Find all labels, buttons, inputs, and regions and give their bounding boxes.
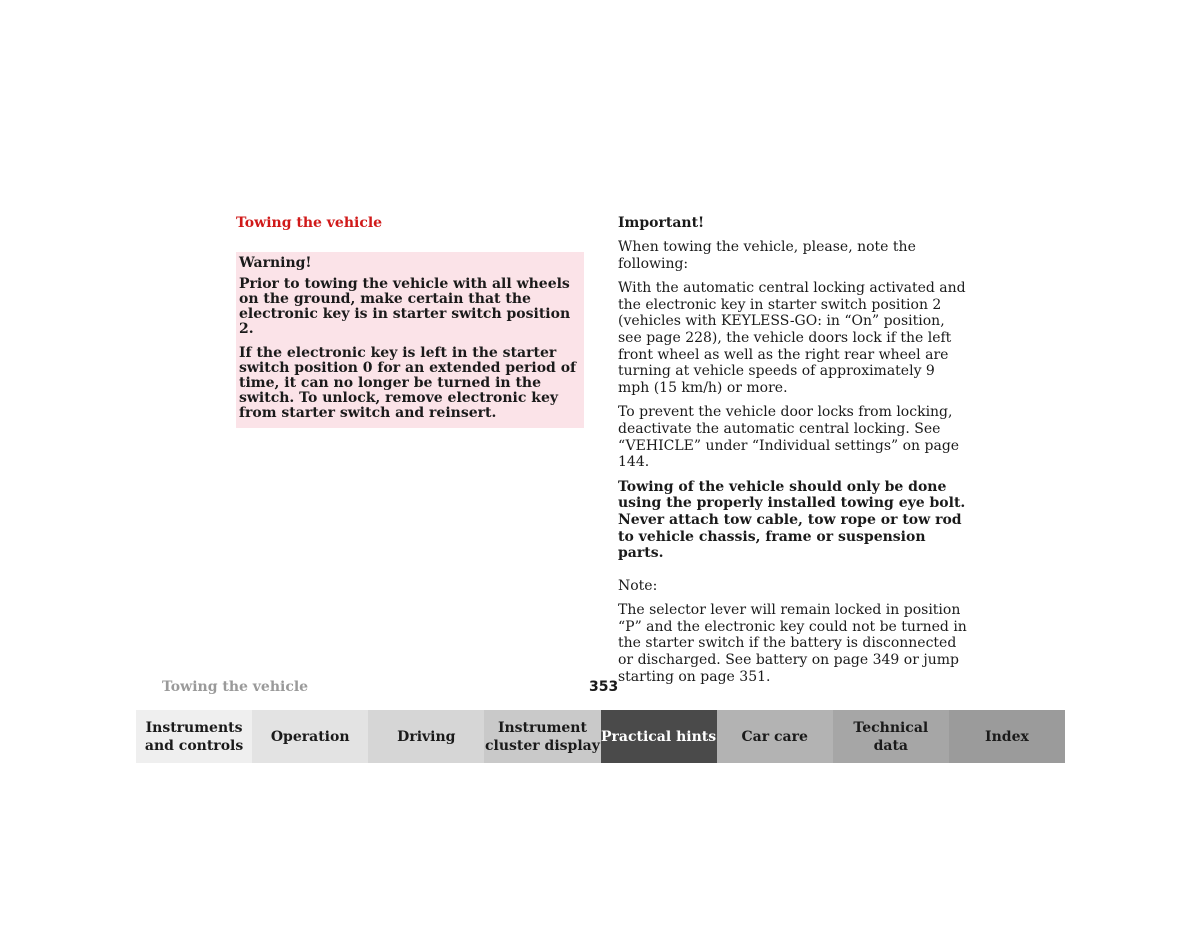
- tab-index[interactable]: Index: [949, 710, 1065, 763]
- prevent-locking-paragraph: To prevent the vehicle door locks from locking, deactivate the automatic central locking. See “VEHICLE” under “Individual settings” on page 144.: [618, 404, 960, 471]
- towing-eye-bolt-paragraph: Towing of the vehicle should only be done using the properly installed towing eye bolt. Never attach tow cable, tow rope or tow rod to vehicle chassis, frame or suspension parts.: [618, 478, 966, 562]
- warning-title: Warning!: [239, 255, 312, 271]
- tab-practical-hints[interactable]: Practical hints: [601, 710, 717, 763]
- left-column: [236, 214, 584, 428]
- warning-paragraph: Prior to towing the vehicle with all wheels on the ground, make certain that the electronic key is in starter switch position 2.: [239, 276, 571, 337]
- warning-box: [236, 252, 584, 428]
- warning-paragraph: If the electronic key is left in the starter switch position 0 for an extended period of time, it can no longer be turned in the switch. To unlock, remove electronic key from starter switch and reinsert.: [239, 345, 577, 421]
- tab-operation[interactable]: Operation: [252, 710, 368, 763]
- note-text: The selector lever will remain locked in position “P” and the electronic key could not be turned in the starter switch if the battery is disconnected or discharged. See battery on page 349 or jump starting on page 351.: [618, 602, 967, 685]
- tab-instrument-cluster-display[interactable]: Instrument cluster display: [484, 710, 600, 763]
- footer-section-title: Towing the vehicle: [162, 679, 309, 695]
- central-locking-paragraph: With the automatic central locking activated and the electronic key in starter switch position 2 (vehicles with KEYLESS-GO: in “On” position, see page 228), the vehicle doors lock if the left front wheel as well as the right rear wheel are turning at vehicle speeds of approximately 9 mph (15 km/h) or more.: [618, 280, 966, 396]
- section-title: Towing the vehicle: [236, 215, 383, 231]
- tab-car-care[interactable]: Car care: [717, 710, 833, 763]
- right-column: [618, 214, 970, 693]
- note-label: Note:: [618, 577, 658, 594]
- tab-driving[interactable]: Driving: [368, 710, 484, 763]
- tab-technical-data[interactable]: Technical data: [833, 710, 949, 763]
- intro-paragraph: When towing the vehicle, please, note the following:: [618, 239, 916, 272]
- tab-instruments-and-controls[interactable]: Instruments and controls: [136, 710, 252, 763]
- chapter-nav: [136, 710, 1065, 763]
- important-heading: Important!: [618, 215, 705, 231]
- page-number: 353: [589, 679, 619, 695]
